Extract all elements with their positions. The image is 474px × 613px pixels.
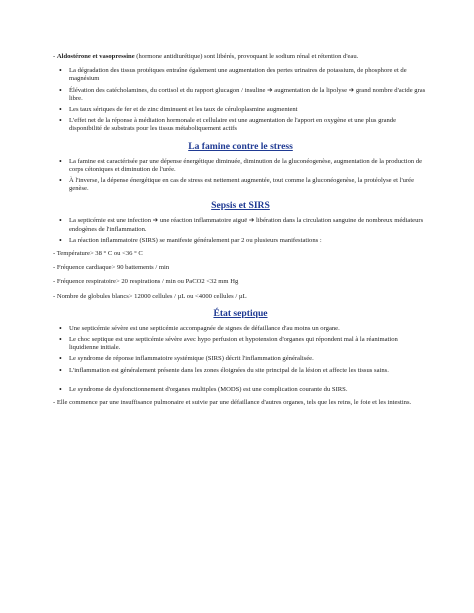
section-heading-famine: La famine contre le stress <box>188 140 293 152</box>
etat-septique-list <box>53 325 428 375</box>
list-item: • Une septicémie sévère est une septicémie accompagnée de signes de défaillance d'au moins un organe. <box>69 325 428 333</box>
section-heading-sepsis: Sepsis et SIRS <box>211 200 270 212</box>
hormonal-response-list <box>53 67 428 133</box>
list-item: • Les taux sériques de fer et de zinc diminuent et les taux de céruloplasmine augmentent <box>69 106 428 114</box>
list-item: • L'inflammation est généralement présente dans les zones éloignées du site principal de la lésion et affecte les tissus sains. <box>69 367 428 375</box>
list-item: • La septicémie est une infection ➔ une réaction inflammatoire aiguë ➔ libération dans la circulation sanguine de nombreux médiateurs endogènes de l'inflammation. <box>69 217 428 233</box>
list-item: • La réaction inflammatoire (SIRS) se manifeste généralement par 2 ou plusieurs manifestations : <box>69 237 428 245</box>
famine-list <box>53 158 428 194</box>
closing-paragraph: - Elle commence par une insuffisance pulmonaire et suivie par une défaillance d'autres organes, tels que les reins, le foie et les intestins. <box>53 399 412 407</box>
list-item: • La famine est caractérisée par une dépense énergétique diminuée, diminution de la gluconéogenèse, augmentation de la production de corps cétoniques et diminution de l'urée. <box>69 158 428 174</box>
intro-paragraph <box>53 53 428 61</box>
sirs-criterion: - Nombre de globules blancs> 12000 cellules / µL ou <4000 cellules / µL <box>53 292 247 300</box>
sepsis-list <box>53 217 428 245</box>
list-item: • Le syndrome de réponse inflammatoire systémique (SIRS) décrit l'inflammation généralisée. <box>69 355 428 363</box>
section-heading-etat-septique: État septique <box>213 307 268 319</box>
sirs-criterion: - Fréquence respiratoire> 20 respirations / min ou PaCO2 <32 mm Hg <box>53 278 239 286</box>
sirs-criterion: - Température> 38 ° C ou <36 ° C <box>53 250 143 258</box>
intro-prefix: - <box>53 53 57 60</box>
list-item: • Le syndrome de dysfonctionnement d'organes multiples (MODS) est une complication courante du SIRS. <box>69 386 428 394</box>
list-item: • Le choc septique est une septicémie sévère avec hypo perfusion et hypotension d'organes qui répondent mal à la réanimation liquidienne initiale. <box>69 336 428 352</box>
list-item: • Élévation des catécholamines, du cortisol et du rapport glucagon / insuline ➔ augmentation de la lipolyse ➔ grand nombre d'acide gras libre. <box>69 87 428 103</box>
document-content <box>53 53 428 413</box>
list-item: • La dégradation des tissus protéiques entraîne également une augmentation des pertes urinaires de potassium, de phosphore et de magnésium <box>69 67 428 83</box>
mods-list <box>53 386 428 394</box>
list-item: • L'effet net de la réponse à médiation hormonale et cellulaire est une augmentation de l'apport en oxygène et une plus grande disponibilité de substrats pour les tissus métaboliquement actifs <box>69 117 428 133</box>
list-item: • À l'inverse, la dépense énergétique en cas de stress est nettement augmentée, tout comme la gluconéogenèse, la protéolyse et l'urée genèse. <box>69 177 428 193</box>
intro-rest: (hormone antidiurétique) sont libérés, provoquant le sodium rénal et rétention d'eau. <box>134 53 359 60</box>
sirs-criterion: - Fréquence cardiaque> 90 battements / min <box>53 264 170 272</box>
intro-bold-term: Aldostérone et vasopressine <box>56 53 135 60</box>
